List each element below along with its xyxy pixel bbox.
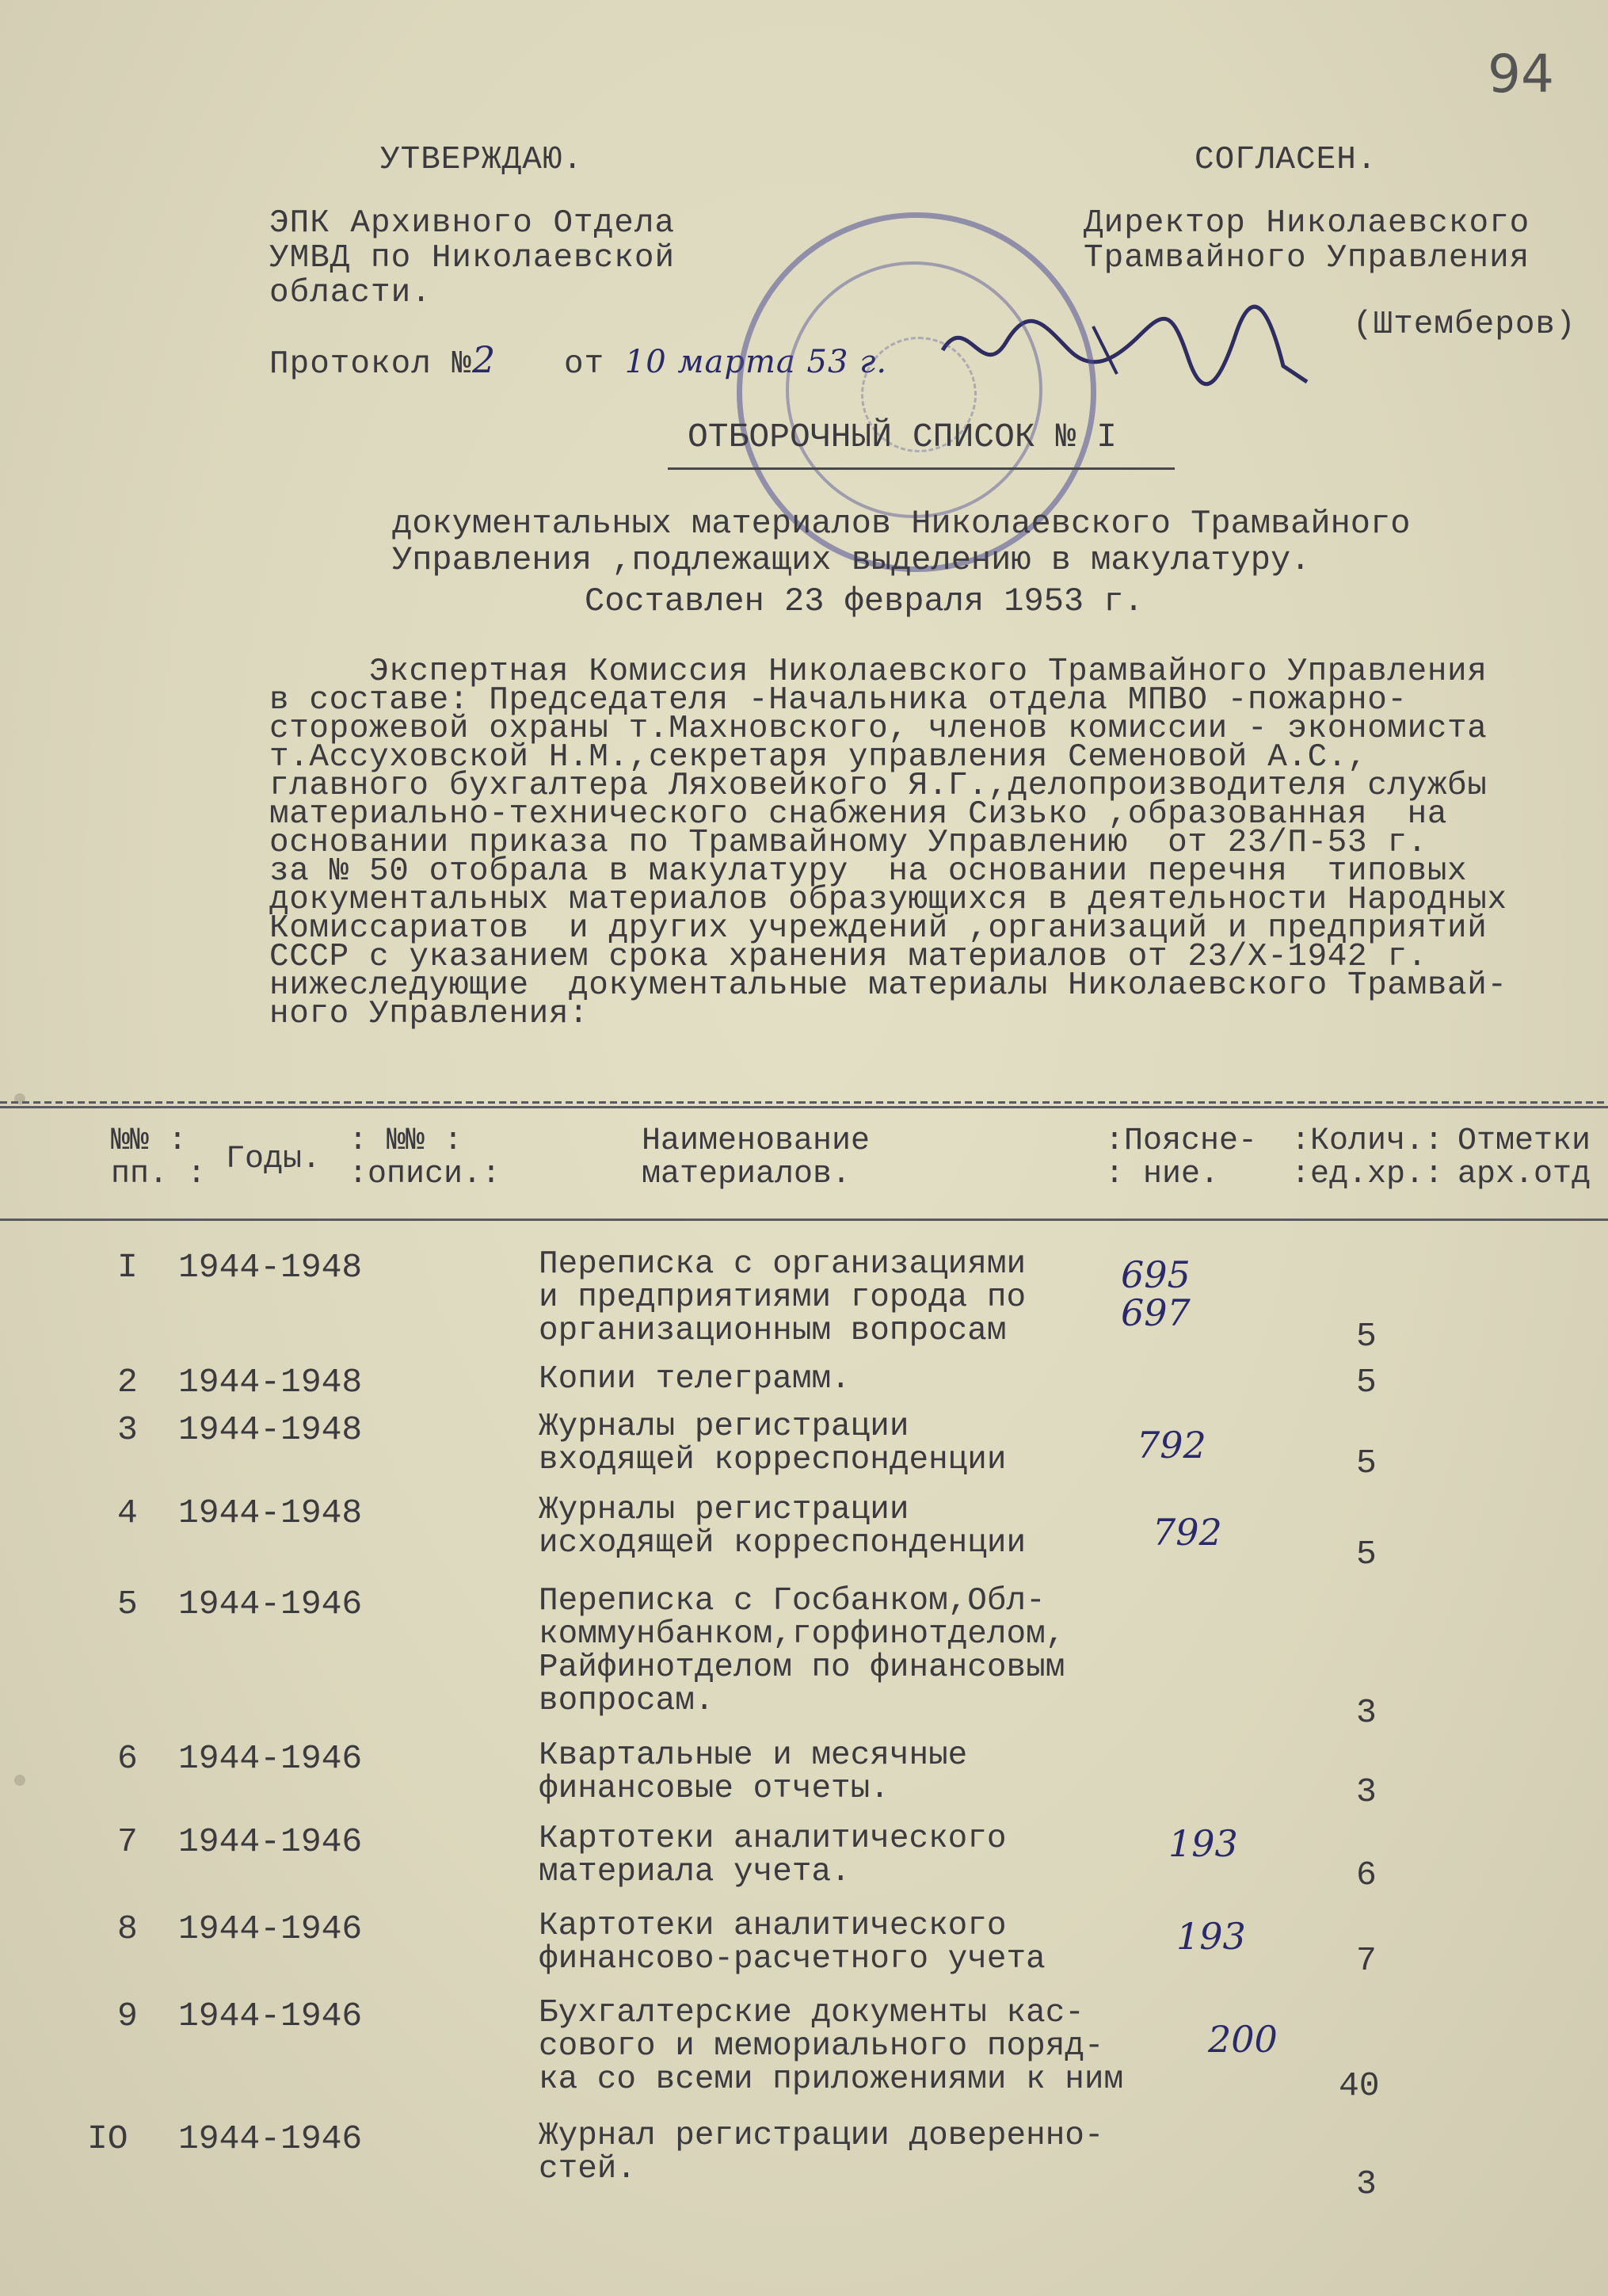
table-top-rule	[0, 1106, 1608, 1108]
body-line: Комиссариатов и других учреждений ,организаций и предприятий	[269, 910, 1488, 947]
row-years: 1944-1948	[178, 1410, 363, 1449]
body-line: в составе: Председателя -Начальника отдела МПВО -пожарно-	[269, 682, 1408, 719]
row-years: 1944-1946	[178, 1739, 363, 1778]
row-years: 1944-1946	[178, 2119, 363, 2158]
approve-title: УТВЕРЖДАЮ.	[380, 142, 584, 178]
row-name-line: материала учета.	[539, 1854, 851, 1890]
row-quantity: 5	[1356, 1535, 1377, 1573]
protocol-date: 10 марта 53 г.	[624, 344, 888, 380]
row-name-line: ка со всеми приложениями к ним	[539, 2061, 1124, 2098]
punch-hole	[14, 1775, 25, 1786]
row-years: 1944-1948	[178, 1493, 363, 1532]
row-number: 4	[117, 1493, 138, 1532]
row-handwritten-note: 193	[1168, 1822, 1238, 1865]
row-handwritten-note: 695 697	[1121, 1253, 1191, 1334]
header-row-number: №№ : пп. :	[111, 1123, 207, 1192]
body-line: нижеследующие документальные материалы Николаевского Трамвай-	[269, 967, 1507, 1004]
row-name-line: входящей корреспонденции	[539, 1442, 1007, 1478]
header-archive-notes: Отметки арх.отд	[1457, 1123, 1591, 1192]
row-quantity: 40	[1339, 2066, 1380, 2105]
approve-line: ЭПК Архивного Отдела	[269, 205, 676, 242]
subtitle-line: документальных материалов Николаевского Трамвайного	[392, 505, 1411, 543]
approve-line: УМВД по Николаевской	[269, 240, 676, 277]
table-header-rule	[0, 1219, 1608, 1221]
body-line: ного Управления:	[269, 996, 589, 1032]
row-name-line: Журналы регистрации	[539, 1492, 909, 1528]
row-number: 6	[117, 1739, 138, 1778]
body-line: за № 50 отобрала в макулатуру на основании перечня типовых	[269, 853, 1468, 890]
row-years: 1944-1948	[178, 1363, 363, 1402]
row-quantity: 5	[1356, 1363, 1377, 1402]
row-number: 5	[117, 1585, 138, 1623]
header-years: Годы.	[226, 1142, 322, 1177]
row-quantity: 3	[1356, 2164, 1377, 2203]
row-number: 9	[117, 1997, 138, 2035]
row-handwritten-note: 792	[1153, 1511, 1222, 1554]
row-years: 1944-1948	[178, 1248, 363, 1287]
row-name-line: Журналы регистрации	[539, 1409, 909, 1445]
agree-title: СОГЛАСЕН.	[1195, 142, 1377, 178]
page-number: 94	[1488, 44, 1554, 105]
body-line: т.Ассуховской Н.М.,секретаря управления Семеновой А.С.,	[269, 739, 1368, 776]
row-number: 7	[117, 1822, 138, 1861]
row-years: 1944-1946	[178, 1997, 363, 2035]
composed-date: Составлен 23 февраля 1953 г.	[585, 582, 1144, 620]
row-quantity: 5	[1356, 1444, 1377, 1482]
row-years: 1944-1946	[178, 1822, 363, 1861]
body-line: Экспертная Комиссия Николаевского Трамвайного Управления	[269, 654, 1488, 690]
row-name-line: сового и мемориального поряд-	[539, 2028, 1104, 2065]
body-line: основании приказа по Трамвайному Управлению от 23/П-53 г.	[269, 825, 1427, 861]
header-name: Наименование материалов.	[642, 1123, 871, 1192]
table-top-rule	[0, 1101, 1608, 1104]
row-name-line: Райфинотделом по финансовым	[539, 1650, 1065, 1686]
body-line: СССР с указанием срока хранения материалов от 23/Х-1942 г.	[269, 939, 1427, 975]
row-name-line: организационным вопросам	[539, 1313, 1007, 1349]
row-name-line: Картотеки аналитического	[539, 1821, 1007, 1857]
row-number: IO	[87, 2119, 128, 2158]
row-quantity: 5	[1356, 1317, 1377, 1356]
row-name-line: вопросам.	[539, 1683, 714, 1719]
row-name-line: финансово-расчетного учета	[539, 1941, 1046, 1978]
row-quantity: 7	[1356, 1941, 1377, 1980]
body-line: сторожевой охраны т.Махновского, членов комиссии - экономиста	[269, 711, 1488, 747]
row-name-line: Бухгалтерские документы кас-	[539, 1995, 1084, 2031]
row-number: 3	[117, 1410, 138, 1449]
approve-line: области.	[269, 275, 432, 311]
row-name-line: Квартальные и месячные	[539, 1737, 968, 1774]
row-number: 8	[117, 1909, 138, 1948]
row-name-line: Копии телеграмм.	[539, 1361, 851, 1398]
row-quantity: 3	[1356, 1772, 1377, 1811]
protocol-label: Протокол №	[269, 346, 473, 383]
row-years: 1944-1946	[178, 1585, 363, 1623]
agree-signer: (Штемберов)	[1353, 307, 1576, 343]
row-number: I	[117, 1248, 138, 1287]
body-line: главного бухгалтера Ляховейкого Я.Г.,делопроизводителя службы	[269, 768, 1488, 804]
row-name-line: Переписка с организациями	[539, 1246, 1027, 1283]
title-underline	[668, 467, 1175, 470]
agree-line: Трамвайного Управления	[1084, 240, 1530, 277]
date-label: от	[563, 346, 605, 383]
row-quantity: 3	[1356, 1693, 1377, 1732]
header-quantity: :Колич.: :ед.хр.:	[1291, 1123, 1444, 1192]
body-paragraph	[269, 654, 1507, 1032]
document-subtitle	[392, 505, 1410, 578]
body-line: документальных материалов образующихся в деятельности Народных	[269, 882, 1507, 918]
row-handwritten-note: 792	[1137, 1424, 1206, 1466]
row-number: 2	[117, 1363, 138, 1402]
row-name-line: Картотеки аналитического	[539, 1908, 1007, 1944]
row-name-line: Переписка с Госбанком,Обл-	[539, 1583, 1046, 1619]
row-handwritten-note: 200	[1208, 2018, 1278, 2061]
row-handwritten-note: 193	[1176, 1915, 1246, 1958]
body-line: материально-технического снабжения Сизько ,образованная на	[269, 796, 1448, 833]
row-name-line: стей.	[539, 2151, 637, 2187]
row-name-line: Журнал регистрации доверенно-	[539, 2118, 1104, 2154]
row-years: 1944-1946	[178, 1909, 363, 1948]
row-name-line: финансовые отчеты.	[539, 1771, 890, 1807]
subtitle-line: Управления ,подлежащих выделению в макулатуру.	[392, 541, 1311, 579]
row-name-line: коммунбанком,горфинотделом,	[539, 1616, 1065, 1653]
header-explanation: :Поясне- : ние.	[1105, 1123, 1258, 1192]
row-name-line: исходящей корреспонденции	[539, 1525, 1027, 1562]
agree-line: Директор Николаевского	[1084, 205, 1530, 242]
row-name-line: и предприятиями города по	[539, 1280, 1027, 1316]
header-inventory: : №№ : :описи.:	[349, 1123, 501, 1192]
row-quantity: 6	[1356, 1855, 1377, 1894]
protocol-number: 2	[472, 338, 497, 381]
document-title: ОТБОРОЧНЫЙ СПИСОК № I	[688, 418, 1117, 456]
